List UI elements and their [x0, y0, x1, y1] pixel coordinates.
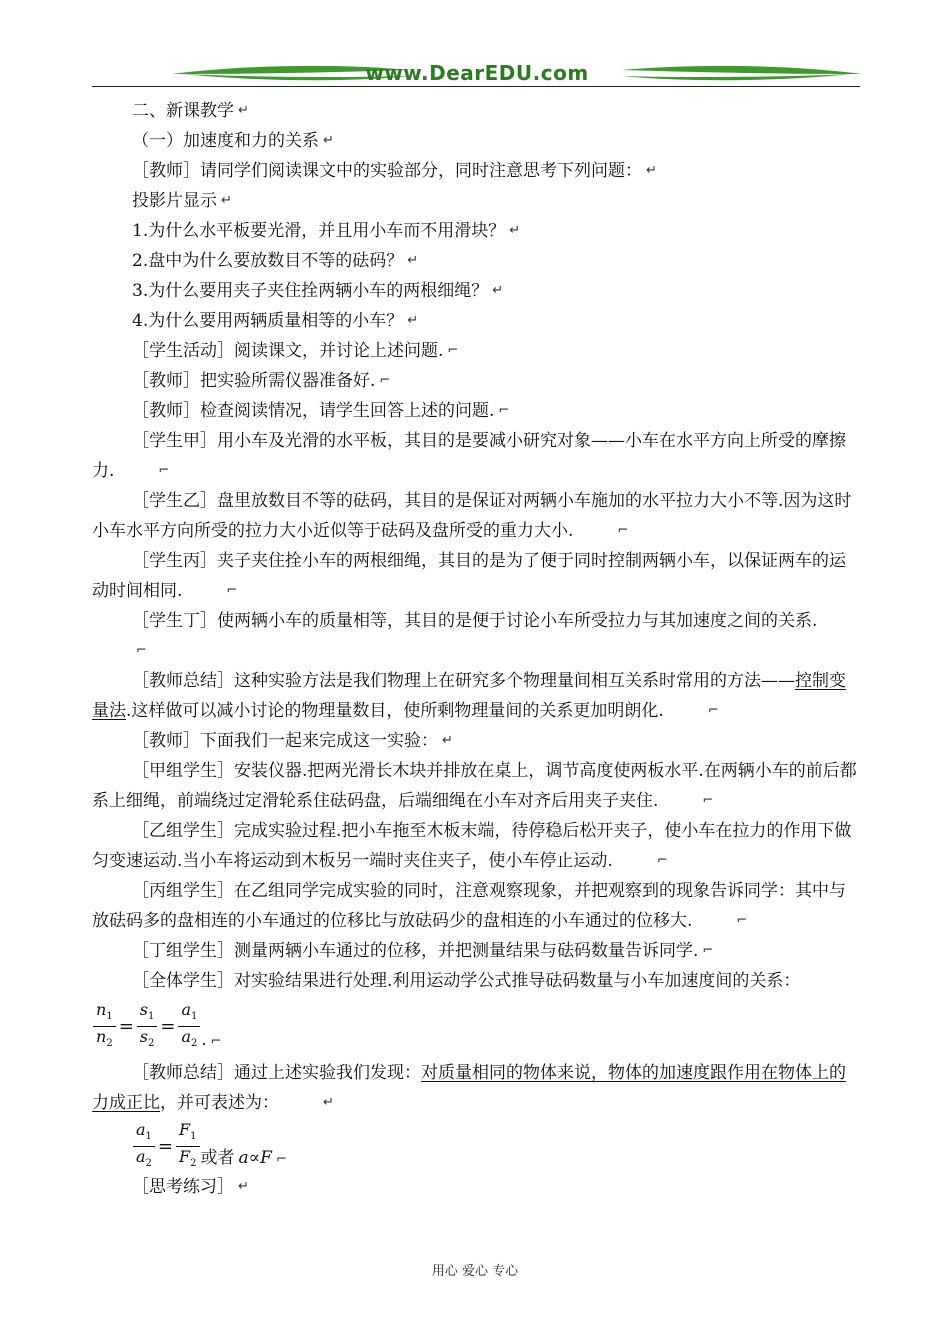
paragraph-mark-icon: ↵ [323, 133, 334, 148]
paragraph: ［全体学生］对实验结果进行处理.利用运动学公式推导砝码数量与小车加速度间的关系： [132, 971, 801, 991]
paragraph: ［教师］下面我们一起来完成这一实验： ↵ [92, 726, 860, 756]
paragraph: ［学生甲］用小车及光滑的水平板，其目的是要减小研究对象——小车在水平方向上所受的摩擦力. ⌐ [92, 426, 860, 486]
paragraph: ［丁组学生］测量两辆小车通过的位移，并把测量结果与砝码数量告诉同学. ⌐ [92, 936, 860, 966]
paragraph: ［乙组学生］完成实验过程.把小车拖至木板末端，待停稳后松开夹子，使小车在拉力的作用下做匀变速运动.当小车将运动到木板另一端时夹住夹子，使小车停止运动. ⌐ [92, 816, 860, 876]
paragraph: ［甲组学生］安装仪器.把两光滑长木块并排放在桌上，调节高度使两板水平.在两辆小车的前后都系上细绳，前端绕过定滑轮系住砝码盘，后端细绳在小车对齐后用夹子夹住. ⌐ [92, 756, 860, 816]
formula-proportional: $\frac{a_1}{a_2}$ = $\frac{F_1}{F_2}$ 或者 a∝F ⌐ [132, 1120, 860, 1172]
underlined-term: 控制变量法 [92, 671, 846, 721]
paragraph: ［学生丙］夹子夹住拴小车的两根细绳，其目的是为了便于同时控制两辆小车，以保证两车的运动时间相同. ⌐ [92, 546, 860, 606]
paragraph: ［教师总结］这种实验方法是我们物理上在研究多个物理量间相互关系时常用的方法——控制变量法.这样做可以减小讨论的物理量数目，使所剩物理量间的关系更加明朗化. ⌐ [92, 666, 860, 726]
line-break-mark-icon: ⌐ [136, 643, 147, 658]
paragraph: ［学生丁］使两辆小车的质量相等，其目的是便于讨论小车所受拉力与其加速度之间的关系.⌐ [92, 606, 860, 666]
paragraph: ［教师总结］通过上述实验我们发现：对质量相同的物体来说，物体的加速度跟作用在物体上的力成正比，并可表述为： ↵ [92, 1058, 860, 1118]
line-break-mark-icon: ⌐ [617, 523, 629, 538]
question-item: 1.为什么水平板要光滑，并且用小车而不用滑块？ ↵ [92, 216, 860, 246]
line-break-mark-icon: ⌐ [379, 373, 391, 388]
document-body [92, 96, 860, 1202]
paragraph-mark-icon: ↵ [492, 283, 504, 298]
line-break-mark-icon: ⌐ [736, 913, 748, 928]
page-footer: 用心 爱心 专心 [431, 1264, 519, 1279]
paragraph: ［学生活动］阅读课文，并讨论上述问题. ⌐ [92, 336, 860, 366]
paragraph-mark-icon: ↵ [407, 253, 419, 268]
paragraph-mark-icon: ↵ [646, 163, 657, 178]
line-break-mark-icon: ⌐ [707, 703, 719, 718]
line-break-mark-icon: ⌐ [702, 793, 714, 808]
paragraph-mark-icon: ↵ [442, 733, 453, 748]
formula-ratio: $\frac{n_1}{n_2}$ = $\frac{s_1}{s_2}$ = $\frac{a_1}{a_2}$ . ⌐ [92, 1000, 860, 1052]
paragraph-mark-icon: ↵ [509, 223, 521, 238]
site-logo-text[interactable]: www.DearEDU.com [365, 61, 589, 85]
fraction-f: $\frac{F_1}{F_2}$ [176, 1120, 199, 1173]
line-break-mark-icon: ⌐ [226, 583, 238, 598]
paragraph: ［教师］检查阅读情况，请学生回答上述的问题. ⌐ [92, 396, 860, 426]
paragraph-mark-icon: ↵ [238, 1179, 249, 1194]
line-break-mark-icon: ⌐ [702, 943, 714, 958]
underlined-law: 对质量相同的物体来说，物体的加速度跟作用在物体上的力成正比 [92, 1063, 846, 1113]
line-break-mark-icon: ⌐ [656, 853, 668, 868]
paragraph: ［思考练习］ ↵ [92, 1172, 860, 1202]
paragraph: ［教师］把实验所需仪器准备好. ⌐ [92, 366, 860, 396]
section-heading: 二、新课教学 ↵ [92, 96, 860, 126]
question-item: 4.为什么要用两辆质量相等的小车？ ↵ [92, 306, 860, 336]
question-item: 3.为什么要用夹子夹住拴两辆小车的两根细绳？ ↵ [92, 276, 860, 306]
paragraph: 投影片显示 ↵ [92, 186, 860, 216]
paragraph: ［学生乙］盘里放数目不等的砝码，其目的是保证对两辆小车施加的水平拉力大小不等.因为这时小车水平方向所受的拉力大小近似等于砝码及盘所受的重力大小. ⌐ [92, 486, 860, 546]
line-break-mark-icon: ⌐ [498, 403, 510, 418]
fraction-a: $\frac{a_1}{a_2}$ [133, 1120, 155, 1173]
paragraph: ［教师］请同学们阅读课文中的实验部分，同时注意思考下列问题： ↵ [92, 156, 860, 186]
line-break-mark-icon: ⌐ [447, 343, 459, 358]
line-break-mark-icon: ⌐ [275, 1152, 287, 1168]
fraction-s: $\frac{s_1}{s_2}$ [137, 1000, 158, 1053]
line-break-mark-icon: ⌐ [158, 463, 170, 478]
paragraph-mark-icon: ↵ [238, 103, 249, 118]
paragraph: ［丙组学生］在乙组同学完成实验的同时，注意观察现象，并把观察到的现象告诉同学：其中与放砝码多的盘相连的小车通过的位移比与放砝码少的盘相连的小车通过的位移大. ⌐ [92, 876, 860, 936]
fraction-a: $\frac{a_1}{a_2}$ [178, 1000, 200, 1053]
paragraph-mark-icon: ↵ [221, 193, 232, 208]
line-break-mark-icon: ⌐ [210, 1034, 222, 1050]
paragraph-mark-icon: ↵ [323, 1095, 334, 1110]
paragraph-mark-icon: ↵ [407, 313, 419, 328]
page-header [92, 60, 860, 92]
fraction-n: $\frac{n_1}{n_2}$ [93, 1000, 116, 1053]
subsection-heading: （一）加速度和力的关系 ↵ [92, 126, 860, 156]
question-item: 2.盘中为什么要放数目不等的砝码？ ↵ [92, 246, 860, 276]
header-rule [92, 86, 860, 87]
